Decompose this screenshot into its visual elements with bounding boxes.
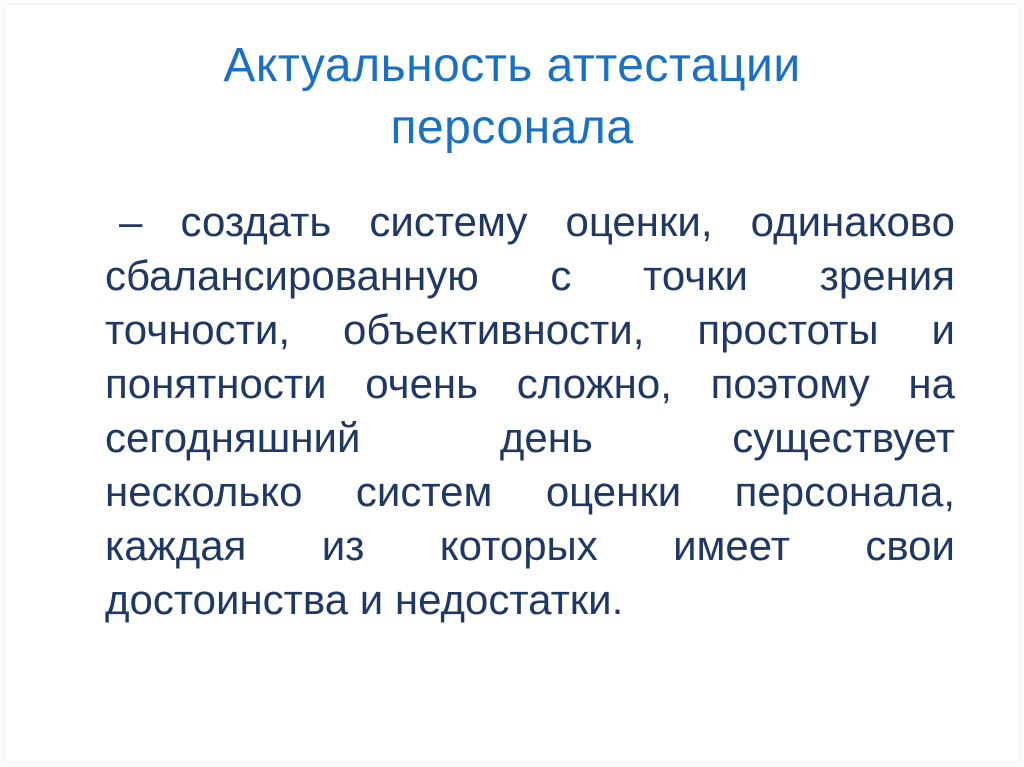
presentation-slide <box>4 4 1020 763</box>
body-paragraph <box>105 195 955 627</box>
body-line: достоинства и недостатки. <box>105 576 624 623</box>
body-line: точности, объективности, простоты и <box>105 306 955 353</box>
body-line: сегодняшний день существует <box>105 414 955 461</box>
body-line: – создать систему оценки, одинаково <box>119 198 955 245</box>
body-line: сбалансированную с точки зрения <box>105 252 955 299</box>
body-line: несколько систем оценки персонала, <box>105 468 955 515</box>
body-line: каждая из которых имеет свои <box>105 522 955 569</box>
slide-title: Актуальность аттестации персонала <box>223 39 801 154</box>
body-line: понятности очень сложно, поэтому на <box>105 360 955 407</box>
